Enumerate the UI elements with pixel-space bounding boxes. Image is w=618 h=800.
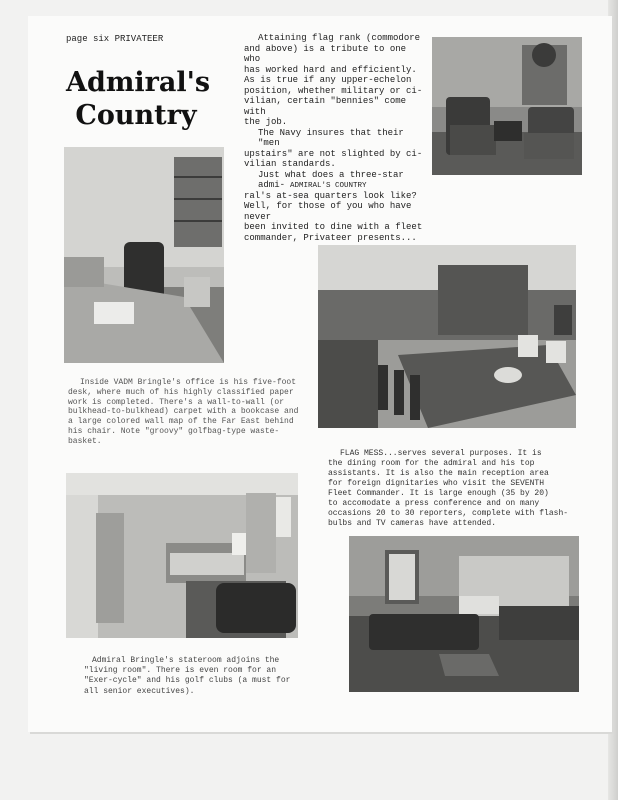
caption-office — [68, 378, 300, 447]
photo-flag-mess — [318, 245, 576, 428]
photo-living-room — [349, 536, 579, 692]
intro-line: the job. — [244, 117, 288, 127]
title-line-2: Country — [75, 100, 197, 131]
caption-line: all senior executives). — [84, 686, 195, 696]
photo-admiral-office — [64, 147, 224, 363]
caption-line: Inside VADM Bringle's office is his five-foot — [80, 378, 297, 387]
caption-line: "Exer-cycle" and his golf clubs (a must for — [84, 676, 291, 686]
caption-line: to accomodate a press conference and on many — [328, 499, 540, 508]
intro-line: upstairs" are not slighted by ci- — [244, 148, 423, 159]
caption-stateroom — [84, 656, 314, 697]
caption-line: occasions 20 to 30 reporters, complete with flash- — [328, 509, 569, 518]
caption-line: a large colored wall map of the Far East behind — [68, 417, 294, 427]
caption-line: Fleet Commander. It is large enough (35 by 20) — [328, 489, 549, 498]
caption-line: basket. — [68, 436, 102, 446]
article-title — [66, 66, 211, 132]
caption-line: "living room". There is even room for an — [84, 666, 277, 676]
title-line-1: Admiral's — [66, 67, 211, 98]
section-label: ADMIRAL'S COUNTRY — [290, 182, 367, 190]
running-head: page six PRIVATEER — [66, 34, 164, 44]
photo-stateroom — [66, 473, 298, 638]
intro-line: Attaining flag rank (commodore — [258, 33, 421, 43]
caption-line: bulbs and TV cameras have attended. — [328, 519, 497, 528]
caption-line: bulkhead-to-bulkhead) carpet with a bookcase and — [68, 407, 299, 417]
caption-line: assistants. It is also the main reception area — [328, 469, 549, 478]
caption-line: desk, where much of his highly classified paper — [68, 387, 294, 397]
intro-line: been invited to dine with a fleet — [244, 222, 423, 232]
caption-line: work is completed. There's a wall-to-wall (or — [68, 397, 285, 407]
intro-line: As is true if any upper-echelon — [244, 75, 412, 85]
intro-line: and above) is a tribute to one who — [244, 43, 407, 64]
photo-lounge-chairs — [432, 37, 582, 175]
intro-line: Just what does a three-star admi- — [258, 169, 404, 190]
caption-line: for foreign dignitaries who visit the SEVENTH — [328, 479, 545, 488]
intro-line: Well, for those of you who have never — [244, 201, 412, 222]
caption-line: the dining room for the admiral and his top — [328, 459, 535, 468]
caption-flag-mess — [328, 449, 583, 529]
intro-line: vilian, certain "bennies" come with — [244, 96, 407, 117]
intro-line: vilian standards. — [244, 159, 336, 169]
intro-line: has worked hard and efficiently. — [244, 64, 417, 75]
intro-line: The Navy insures that their "men — [258, 127, 404, 148]
caption-line: his chair. Note "groovy" golfbag-type waste- — [68, 426, 280, 436]
intro-line: position, whether military or ci- — [244, 85, 423, 96]
intro-paragraphs — [244, 33, 424, 243]
intro-line: ral's at-sea quarters look like? — [244, 190, 417, 201]
caption-line: Admiral Bringle's stateroom adjoins the — [92, 656, 280, 665]
caption-line: FLAG MESS...serves several purposes. It is — [340, 449, 542, 458]
intro-line: commander, Privateer presents... — [244, 232, 417, 243]
